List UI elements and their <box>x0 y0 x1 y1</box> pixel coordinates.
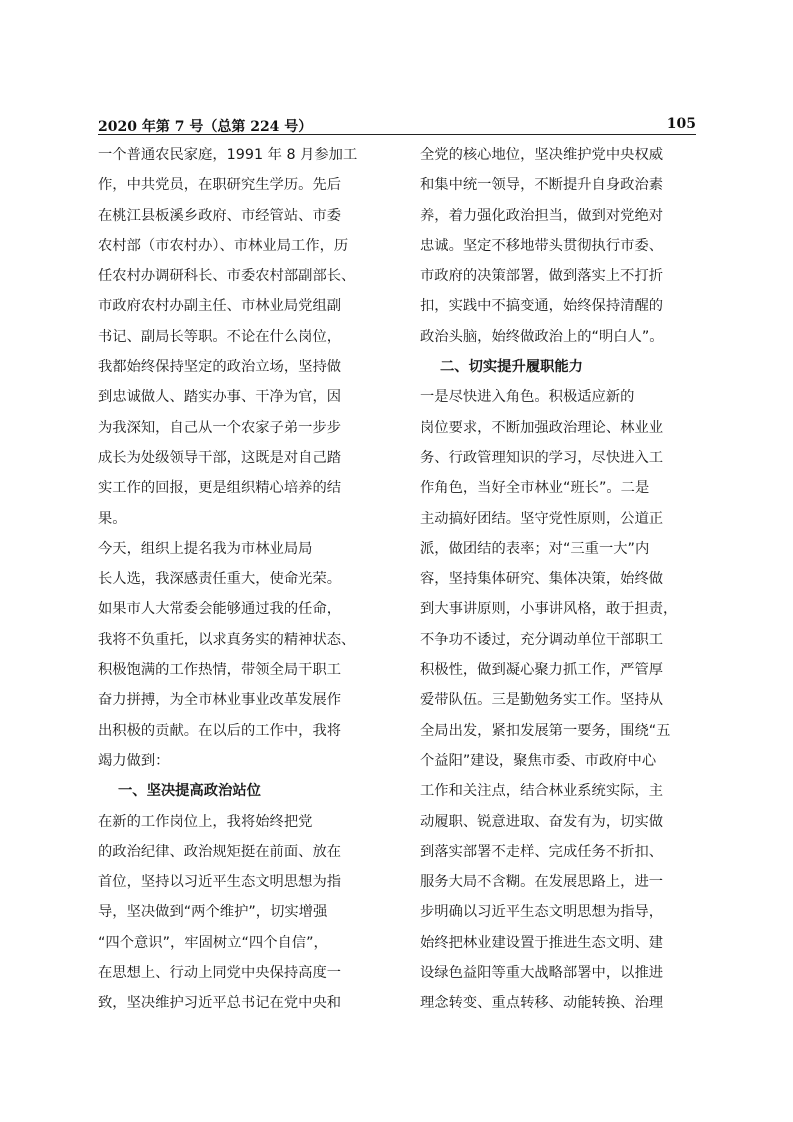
text-line: 书记、副局长等职。不论在什么岗位， <box>98 328 342 345</box>
text-line: 设绿色益阳等重大战略部署中，以推进 <box>420 965 664 982</box>
text-line: 和集中统一领导，不断提升自身政治素 <box>420 177 664 194</box>
issue-label: 2020 年第 7 号（总第 224 号） <box>98 119 313 135</box>
text-line: 我都始终保持坚定的政治立场，坚持做 <box>98 359 342 376</box>
text-line: 市政府的决策部署，做到落实上不打折 <box>420 268 664 285</box>
text-line: 个益阳”建设，聚焦市委、市政府中心 <box>420 752 657 769</box>
text-line: 全党的核心地位，坚决维护党中央权威 <box>420 147 664 163</box>
text-line: 如果市人大常委会能够通过我的任命， <box>98 601 342 618</box>
text-line: 理念转变、重点转移、动能转换、治理 <box>420 995 664 1012</box>
text-line: 奋力拼搏，为全市林业事业改革发展作 <box>98 692 342 709</box>
text-line: 竭力做到： <box>98 752 170 769</box>
text-line: 导，坚决做到“两个维护”，切实增强 <box>98 904 328 921</box>
text-line: 任农村办调研科长、市委农村部副部长、 <box>98 268 356 285</box>
text-line: 到大事讲原则，小事讲风格，敢于担责， <box>420 601 678 618</box>
text-line: 政治头脑，始终做政治上的“明白人”。 <box>420 328 664 345</box>
text-line: 一个普通农民家庭，1991 年 8 月参加工 <box>98 147 358 163</box>
text-line: 容，坚持集体研究、集体决策，始终做 <box>420 571 664 588</box>
text-line: 市政府农村办副主任、市林业局党组副 <box>98 298 342 315</box>
right-text-column <box>420 140 696 1019</box>
text-line: 动履职、锐意进取、奋发有为，切实做 <box>420 813 664 830</box>
text-line: 作，中共党员，在职研究生学历。先后 <box>98 177 342 194</box>
text-line: 养，着力强化政治担当，做到对党绝对 <box>420 207 664 224</box>
text-line: 派，做团结的表率；对“三重一大”内 <box>420 540 650 557</box>
running-header <box>98 114 696 134</box>
text-line: 我将不负重托，以求真务实的精神状态、 <box>98 631 356 648</box>
text-line: 岗位要求，不断加强政治理论、林业业 <box>420 419 664 436</box>
section-heading: 一、坚决提高政治站位 <box>118 783 261 800</box>
text-line: 在桃江县板溪乡政府、市经管站、市委 <box>98 207 342 224</box>
text-line: 积极饱满的工作热情，带领全局干职工 <box>98 662 342 679</box>
text-line: 实工作的回报，更是组织精心培养的结 <box>98 480 342 497</box>
text-line: 在思想上、行动上同党中央保持高度一 <box>98 965 342 982</box>
text-line: 服务大局不含糊。在发展思路上，进一 <box>420 874 664 891</box>
text-line: “四个意识”，牢固树立“四个自信”， <box>98 934 328 951</box>
text-line: 步明确以习近平生态文明思想为指导， <box>420 904 664 921</box>
text-line: 长人选，我深感责任重大，使命光荣。 <box>98 571 342 588</box>
text-line: 工作和关注点，结合林业系统实际，主 <box>420 783 664 800</box>
text-line: 务、行政管理知识的学习，尽快进入工 <box>420 449 664 466</box>
text-line: 为我深知，自己从一个农家子弟一步步 <box>98 419 342 436</box>
left-text-column <box>98 140 374 1019</box>
text-line: 到落实部署不走样、完成任务不折扣、 <box>420 843 664 860</box>
text-line: 出积极的贡献。在以后的工作中，我将 <box>98 722 342 739</box>
text-line: 农村部（市农村办）、市林业局工作，历 <box>98 237 349 254</box>
text-line: 始终把林业建设置于推进生态文明、建 <box>420 934 664 951</box>
text-line: 果。 <box>98 510 127 527</box>
page-number: 105 <box>666 116 696 132</box>
text-line: 致，坚决维护习近平总书记在党中央和 <box>98 995 342 1012</box>
text-line: 忠诚。坚定不移地带头贯彻执行市委、 <box>420 237 664 254</box>
section-heading: 二、切实提升履职能力 <box>440 359 583 376</box>
text-line: 不争功不诿过，充分调动单位干部职工 <box>420 631 664 648</box>
text-line: 全局出发，紧扣发展第一要务，围绕“五 <box>420 722 671 739</box>
text-line: 在新的工作岗位上，我将始终把党 <box>98 813 313 830</box>
text-line: 成长为处级领导干部，这既是对自己踏 <box>98 449 342 466</box>
text-line: 扣，实践中不搞变通，始终保持清醒的 <box>420 298 664 315</box>
text-line: 积极性，做到凝心聚力抓工作，严管厚 <box>420 662 664 679</box>
text-line: 的政治纪律、政治规矩挺在前面、放在 <box>98 843 342 860</box>
text-line: 爱带队伍。三是勤勉务实工作。坚持从 <box>420 692 664 709</box>
text-line: 首位，坚持以习近平生态文明思想为指 <box>98 874 342 891</box>
text-line: 今天，组织上提名我为市林业局局 <box>98 540 313 557</box>
text-line: 一是尽快进入角色。积极适应新的 <box>420 389 635 406</box>
header-rule <box>98 134 696 135</box>
text-line: 作角色，当好全市林业“班长”。二是 <box>420 480 650 497</box>
text-line: 到忠诚做人、踏实办事、干净为官，因 <box>98 389 342 406</box>
text-line: 主动搞好团结。坚守党性原则，公道正 <box>420 510 664 527</box>
